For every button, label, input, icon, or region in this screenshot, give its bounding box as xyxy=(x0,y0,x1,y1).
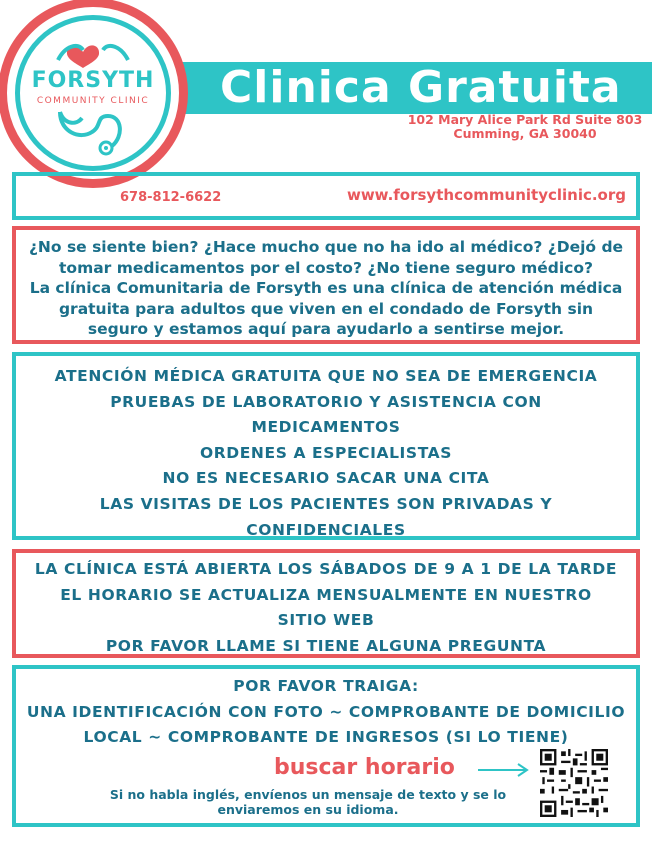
clinic-address xyxy=(400,113,650,141)
website-link[interactable]: www.forsythcommunityclinic.org xyxy=(346,186,626,204)
stethoscope-heart-icon xyxy=(20,20,166,166)
page-title: Clinica Gratuita xyxy=(220,62,622,113)
service-line: CONFIDENCIALES xyxy=(246,520,406,539)
clinic-logo xyxy=(0,0,188,188)
service-line: LAS VISITAS DE LOS PACIENTES SON PRIVADAS Y xyxy=(99,494,553,513)
bring-line: UNA IDENTIFICACIÓN CON FOTO ~ COMPROBANTE DE DOMICILIO xyxy=(26,702,626,721)
address-line-2: Cumming, GA 30040 xyxy=(453,126,597,141)
services-box xyxy=(12,352,640,540)
hours-line: EL HORARIO SE ACTUALIZA MENSUALMENTE EN NUESTRO xyxy=(60,585,592,604)
hours-line: LA CLÍNICA ESTÁ ABIERTA LOS SÁBADOS DE 9 A 1 DE LA TARDE xyxy=(34,560,618,578)
address-line-1: 102 Mary Alice Park Rd Suite 803 xyxy=(407,112,643,127)
qr-code-icon[interactable] xyxy=(540,749,608,817)
intro-box xyxy=(12,226,640,344)
intro-line: gratuita para adultos que viven en el condado de Forsyth sin xyxy=(58,299,594,318)
bring-box xyxy=(12,665,640,827)
hours-box xyxy=(12,549,640,658)
service-line: ATENCIÓN MÉDICA GRATUITA QUE NO SEA DE EMERGENCIA xyxy=(54,367,598,385)
logo-subtitle: COMMUNITY CLINIC xyxy=(36,96,150,106)
hours-line: SITIO WEB xyxy=(277,611,375,630)
hours-line: POR FAVOR LLAME SI TIENE ALGUNA PREGUNTA xyxy=(105,636,547,655)
language-note: Si no habla inglés, envíenos un mensaje de texto y se lo enviaremos en su idioma. xyxy=(109,787,507,817)
logo-name: FORSYTH xyxy=(31,68,155,93)
service-line: MEDICAMENTOS xyxy=(251,418,401,437)
service-line: PRUEBAS DE LABORATORIO Y ASISTENCIA CON xyxy=(110,392,542,411)
contact-box xyxy=(12,172,640,220)
intro-line: ¿No se siente bien? ¿Hace mucho que no ha ido al médico? ¿Dejó de xyxy=(28,238,624,256)
logo-inner-ring xyxy=(15,15,171,171)
phone-number[interactable]: 678-812-6622 xyxy=(120,190,222,205)
bring-line: POR FAVOR TRAIGA: xyxy=(233,677,419,695)
service-line: NO ES NECESARIO SACAR UNA CITA xyxy=(162,469,490,488)
bring-line: LOCAL ~ COMPROBANTE DE INGRESOS (SI LO TIENE) xyxy=(83,728,569,747)
schedule-link[interactable]: buscar horario xyxy=(274,755,455,780)
intro-line: La clínica Comunitaria de Forsyth es una clínica de atención médica xyxy=(29,279,623,297)
arrow-right-icon xyxy=(478,763,530,777)
service-line: ORDENES A ESPECIALISTAS xyxy=(199,443,453,462)
intro-line: tomar medicamentos por el costo? ¿No tiene seguro médico? xyxy=(59,258,593,277)
intro-line: seguro y estamos aquí para ayudarlo a sentirse mejor. xyxy=(87,320,565,338)
